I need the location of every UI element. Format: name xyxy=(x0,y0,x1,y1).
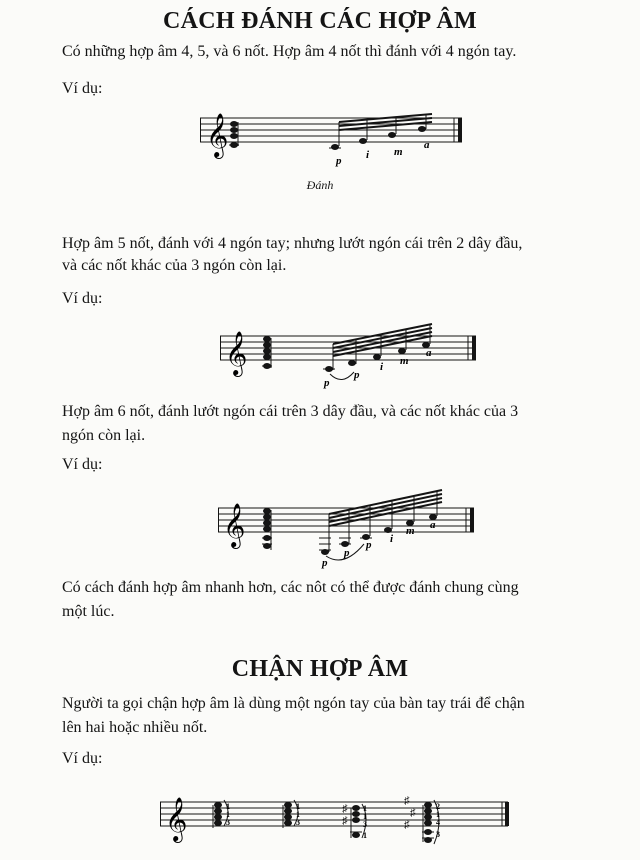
sharp-icon: ♯ xyxy=(342,803,348,815)
finger-label: i xyxy=(390,533,394,545)
sharp-icon: ♯ xyxy=(404,795,410,807)
finger-label: p xyxy=(344,547,350,559)
music-example-barre-chords xyxy=(160,788,512,854)
six-note-paragraph-line2: ngón còn lại. xyxy=(62,427,146,444)
finger-label: m xyxy=(394,146,403,158)
slur xyxy=(330,372,354,380)
finger-label: a xyxy=(426,347,432,359)
finger-label: p xyxy=(354,369,360,381)
fingering-number: 1 xyxy=(226,802,230,811)
treble-clef-icon: 𝄞 xyxy=(225,333,248,375)
fingering-number: 3 xyxy=(436,830,440,839)
section-title-chords: CÁCH ĐÁNH CÁC HỢP ÂM xyxy=(163,8,477,34)
finger-label: p xyxy=(366,539,372,551)
finger-label: m xyxy=(400,355,409,367)
treble-clef-icon: 𝄞 xyxy=(206,115,229,157)
five-note-paragraph-line2: và các nốt khác của 3 ngón còn lại. xyxy=(62,257,287,274)
music-example-five-note-chord xyxy=(220,316,482,388)
example-caption: Đánh xyxy=(306,178,334,192)
fingering-number: 1 xyxy=(363,804,367,813)
finger-label: p xyxy=(322,557,328,569)
barre-paragraph-line1: Người ta gọi chận hợp âm là dùng một ngón tay của bàn tay trái để chận xyxy=(62,695,525,712)
intro-paragraph: Có những hợp âm 4, 5, và 6 nốt. Hợp âm 4 nốt thì đánh với 4 ngón tay. xyxy=(62,43,517,60)
finger-label: i xyxy=(380,361,384,373)
sharp-icon: ♯ xyxy=(410,807,416,819)
block-chord xyxy=(262,336,272,369)
finger-label: a xyxy=(424,139,430,151)
five-note-paragraph-line1: Hợp âm 5 nốt, đánh với 4 ngón tay; nhưng lướt ngón cái trên 2 dây đầu, xyxy=(62,235,523,252)
barre-paragraph-line2: lên hai hoặc nhiều nốt. xyxy=(62,719,208,736)
treble-clef-icon: 𝄞 xyxy=(223,505,246,547)
fingering-number: 2 xyxy=(436,802,440,811)
fingering-number: 1 xyxy=(363,831,367,840)
fingering-number: 1 xyxy=(226,810,230,819)
fingering-number: 3 xyxy=(296,818,300,827)
block-chord xyxy=(229,121,239,148)
finger-label: p xyxy=(336,155,342,167)
fingering-number: 3 xyxy=(226,818,230,827)
music-example-four-note-chord xyxy=(200,108,470,170)
example-label-4: Ví dụ: xyxy=(62,750,103,767)
fingering-number: 1 xyxy=(296,802,300,811)
treble-clef-icon: 𝄞 xyxy=(165,799,188,841)
sharp-icon: ♯ xyxy=(404,819,410,831)
fingering-number: 1 xyxy=(296,810,300,819)
example-label-2: Ví dụ: xyxy=(62,290,103,307)
example-label-3: Ví dụ: xyxy=(62,456,103,473)
example-label-1: Ví dụ: xyxy=(62,80,103,97)
fingering-number: 3 xyxy=(363,820,367,829)
six-note-paragraph-line1: Hợp âm 6 nốt, đánh lướt ngón cái trên 3 dây đầu, và các nốt khác của 3 xyxy=(62,403,519,420)
finger-label: a xyxy=(430,519,436,531)
fingering-number: 4 xyxy=(436,818,440,827)
music-example-six-note-chord xyxy=(218,484,480,568)
section-title-barre: CHẬN HỢP ÂM xyxy=(231,656,409,682)
finger-label: i xyxy=(366,149,370,161)
fast-chord-paragraph-line2: một lúc. xyxy=(62,603,115,620)
fingering-number: 1 xyxy=(363,812,367,821)
sharp-icon: ♯ xyxy=(342,815,348,827)
finger-label: m xyxy=(406,525,415,537)
fingering-number: 1 xyxy=(436,810,440,819)
finger-label: p xyxy=(324,377,330,389)
fast-chord-paragraph-line1: Có cách đánh hợp âm nhanh hơn, các nôt có thể được đánh chung cùng xyxy=(62,579,519,596)
